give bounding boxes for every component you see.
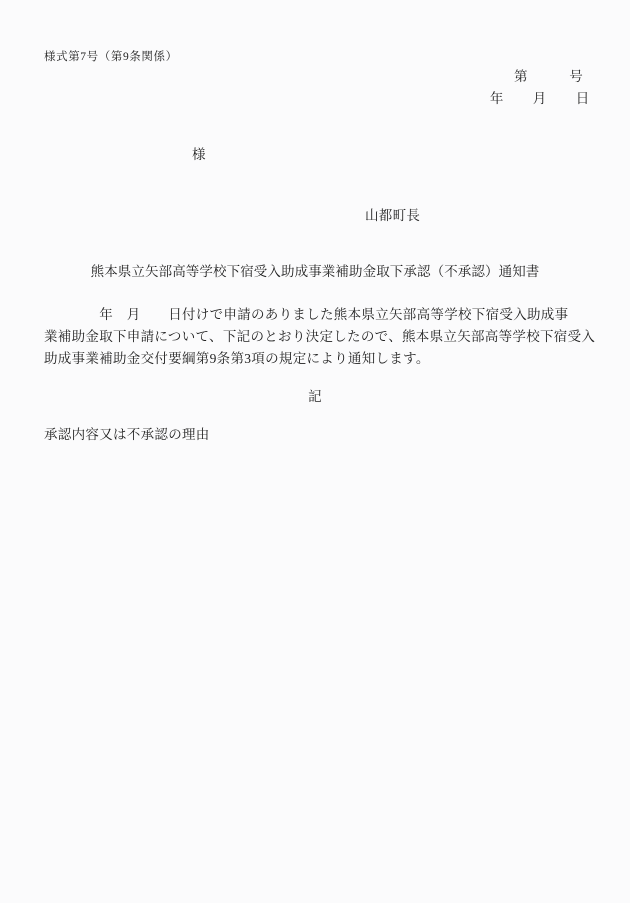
- body-paragraph-line: 業補助金取下申請について、下記のとおり決定したので、熊本県立矢部高等学校下宿受入: [44, 329, 596, 344]
- body-paragraph-line: 年 月 日付けで申請のありました熊本県立矢部高等学校下宿受入助成事: [44, 307, 569, 322]
- sender-name: 山都町長: [365, 208, 421, 223]
- approval-reason-label: 承認内容又は不承認の理由: [44, 427, 210, 442]
- ki-heading: 記: [308, 389, 322, 404]
- date-line: 年 月 日: [489, 91, 590, 106]
- doc-number-line: 第 号: [514, 69, 583, 84]
- form-number-label: 様式第7号（第9条関係）: [44, 51, 178, 63]
- notice-title: 熊本県立矢部高等学校下宿受入助成事業補助金取下承認（不承認）通知書: [90, 264, 540, 279]
- body-paragraph-line: 助成事業補助金交付要綱第9条第3項の規定により通知します。: [44, 351, 430, 366]
- addressee-honorific: 様: [192, 147, 206, 162]
